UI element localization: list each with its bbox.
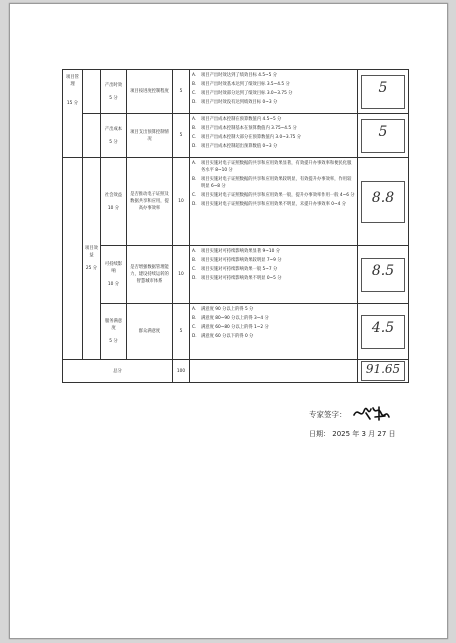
- criteria-key: B.: [192, 258, 197, 263]
- content-cell: 项目支出预算控制情况: [127, 114, 173, 158]
- criteria-key: A.: [192, 307, 197, 312]
- criteria-key: A.: [192, 73, 197, 78]
- criteria-cell: [190, 114, 358, 158]
- blank-cell: [83, 70, 101, 114]
- table-row: [63, 246, 409, 304]
- criteria-key: C.: [192, 193, 197, 198]
- handwritten-score: 5: [378, 79, 388, 96]
- indicator-score: 5 分: [109, 95, 118, 101]
- criteria-text: 项目实施对电子证照数据的共享和应用效果较明显，有效提升办事效率，作用较明显 6~8 分: [201, 177, 352, 189]
- criteria-text: 项目实施对可持续影响效果较明显 7~9 分: [201, 258, 282, 263]
- criteria-text: 项目产出成本控制基本在预算数值内 3.75~4.5 分: [201, 126, 297, 131]
- indicator-name: 可持续影响: [104, 262, 123, 274]
- criteria-key: A.: [192, 161, 197, 166]
- indicator-cell: [101, 246, 127, 304]
- indicator-name: 产出成本: [104, 126, 123, 132]
- criteria-text: 项目实施对电子证照数据的共享和应用效果一般，提升办事效率作用一般 4~6 分: [201, 193, 355, 198]
- category-score: 15 分: [66, 101, 79, 106]
- criteria-text: 满意度 60~80 分以上的得 1~2 分: [201, 325, 269, 330]
- date-label: 日期：: [309, 430, 330, 438]
- blank-cell: [83, 114, 101, 158]
- criteria-text: 项目实施对电子证照数据的共享和应用效果显著，有效提升办事效率和便民化服务水平 8~10 分: [201, 161, 352, 173]
- weight-cell: 5: [173, 70, 190, 114]
- weight-cell: 10: [173, 246, 190, 304]
- content-cell: 项目按进度控制程度: [127, 70, 173, 114]
- score-cell: [358, 114, 409, 158]
- criteria-text: 项目实施对电子证照数据的共享和应用效果不明显，未提升办事效率 0~4 分: [201, 202, 346, 207]
- indicator-cell: [101, 70, 127, 114]
- criteria-key: D.: [192, 144, 197, 149]
- signature-label: 专家签字：: [309, 410, 347, 419]
- score-cell: [358, 246, 409, 304]
- category-cell: [63, 70, 83, 158]
- score-table: [62, 69, 409, 383]
- criteria-key: B.: [192, 177, 197, 182]
- indicator-name: 服务满意度: [104, 319, 123, 331]
- content-cell: 是否增强数据管理能力，建设持续运转的智慧城市体系: [127, 246, 173, 304]
- criteria-key: D.: [192, 334, 197, 339]
- indicator-cell: [101, 158, 127, 246]
- indicator-name: 社会效益: [104, 192, 123, 198]
- indicator-score: 10 分: [107, 282, 120, 287]
- weight-cell: 5: [173, 114, 190, 158]
- criteria-key: C.: [192, 91, 197, 96]
- signature-block: [309, 409, 347, 420]
- table-row: [63, 114, 409, 158]
- criteria-text: 项目产出时效没有达到绩效目标 0~3 分: [201, 100, 278, 105]
- criteria-key: B.: [192, 82, 197, 87]
- indicator-score: 5 分: [109, 139, 118, 145]
- total-score-cell: [358, 360, 409, 383]
- score-cell: [358, 304, 409, 360]
- handwritten-score: 8.8: [371, 189, 395, 206]
- criteria-text: 项目产出成本控制大部分在预算数值内 3.0~3.75 分: [201, 135, 302, 140]
- criteria-cell: [190, 304, 358, 360]
- date-line: [309, 429, 396, 439]
- handwritten-score: 8.5: [371, 262, 395, 279]
- criteria-text: 项目产出时效部分达到了绩效目标 3.0~3.75 分: [201, 91, 293, 96]
- score-cell: [358, 70, 409, 114]
- handwritten-total: 91.65: [365, 362, 401, 376]
- table-row: [63, 70, 409, 114]
- table-row: [63, 158, 409, 246]
- indicator-cell: [101, 114, 127, 158]
- criteria-key: C.: [192, 267, 197, 272]
- content-cell: 群众满意度: [127, 304, 173, 360]
- subcategory-score: 25 分: [85, 266, 98, 271]
- handwritten-score: 4.5: [371, 319, 395, 336]
- criteria-key: C.: [192, 135, 197, 140]
- criteria-text: 满意度 60 分以下的得 0 分: [201, 334, 254, 339]
- handwritten-score: 5: [378, 123, 388, 140]
- indicator-name: 产出时效: [104, 82, 123, 88]
- indicator-score: 5 分: [109, 339, 118, 344]
- total-label: 总分: [63, 360, 173, 383]
- weight-cell: 10: [173, 158, 190, 246]
- blank-cell: [190, 360, 358, 383]
- criteria-text: 项目产出时效基本达到了绩效目标 3.5~4.5 分: [201, 82, 290, 87]
- criteria-text: 项目实施对可持续影响效果不明显 0~5 分: [201, 276, 282, 281]
- content-cell: 是否推动电子证照及数据共享和应用，提高办事效率: [127, 158, 173, 246]
- criteria-text: 满意度 90 分以上的得 5 分: [201, 307, 254, 312]
- score-cell: [358, 158, 409, 246]
- subcategory-cell: [83, 158, 101, 360]
- blank-cell: [63, 158, 83, 360]
- criteria-cell: [190, 158, 358, 246]
- criteria-text: 项目产出成本控制超出预算数值 0~3 分: [201, 144, 278, 149]
- handwritten-signature: [352, 403, 392, 423]
- criteria-text: 项目产出成本控制在预算数值内 4.5~5 分: [201, 117, 282, 122]
- table-row: [63, 304, 409, 360]
- total-weight: 100: [173, 360, 190, 383]
- criteria-key: A.: [192, 117, 197, 122]
- criteria-key: D.: [192, 202, 197, 207]
- weight-cell: 5: [173, 304, 190, 360]
- criteria-text: 项目实施对可持续影响效果一般 5~7 分: [201, 267, 278, 272]
- indicator-cell: [101, 304, 127, 360]
- category-label: 项目管理: [66, 75, 79, 87]
- total-row: [63, 360, 409, 383]
- criteria-key: B.: [192, 126, 197, 131]
- criteria-cell: [190, 70, 358, 114]
- criteria-key: C.: [192, 325, 197, 330]
- criteria-key: D.: [192, 100, 197, 105]
- criteria-key: A.: [192, 249, 197, 254]
- criteria-key: B.: [192, 316, 197, 321]
- indicator-score: 10 分: [107, 205, 120, 211]
- criteria-text: 项目实施对可持续影响效果显著 9~10 分: [201, 249, 280, 254]
- criteria-cell: [190, 246, 358, 304]
- criteria-key: D.: [192, 276, 197, 281]
- document-page: [9, 3, 448, 639]
- criteria-text: 项目产出时效达到了绩效目标 4.5~5 分: [201, 73, 278, 78]
- subcategory-label: 项目效益: [85, 246, 98, 258]
- date-value: 2025 年 3 月 27 日: [332, 430, 396, 438]
- criteria-text: 满意度 80~90 分以上的得 3~4 分: [201, 316, 269, 321]
